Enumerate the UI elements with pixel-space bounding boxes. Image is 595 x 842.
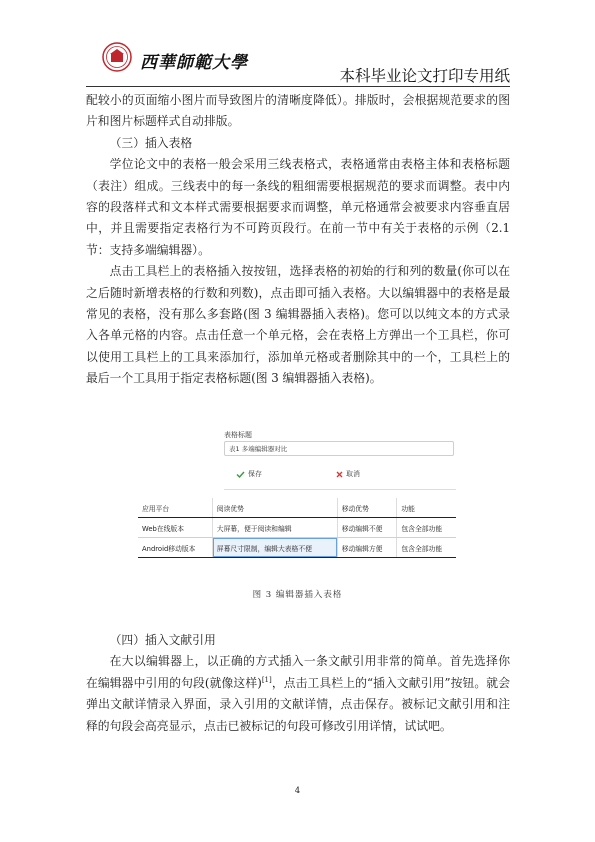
paragraph-table-format: 学位论文中的表格一般会采用三线表格式，表格通常由表格主体和表格标题（表注）组成。三线表中的每一条线的粗细需要根据规范的要求而调整。表中内容的段落样式和文本样式需要根据要求而调整，单元格通常会被要求内容垂直居中，并且需要指定表格行为不可跨页段行。在前一节中有关于表格的示例（2.1 节：支持多端编辑器）。: [86, 157, 510, 257]
table-cell: Android移动版本: [138, 538, 212, 558]
paragraph-citation-part2: ，点击工具栏上的“插入文献引用”按钮。就会弹出文献详情录入界面，录入引用的文献详情，点击保存。被标记文献引用和注释的句段会高亮显示，点击已被标记的句段可修改引用详情，试试吧。: [86, 675, 510, 733]
paragraph-continued: 配较小的页面缩小图片而导致图片的清晰度降低）。排版时，会根据规范要求的图片和图片标题样式自动排版。: [86, 93, 510, 129]
header-divider: [86, 86, 510, 87]
table-cell: 移动编辑不便: [337, 518, 397, 538]
table-caption-input: [224, 441, 454, 456]
table-cell: Web在线版本: [138, 518, 212, 538]
paragraph-citation: [86, 651, 510, 737]
comparison-table: [138, 498, 456, 558]
table-row: [138, 518, 456, 538]
table-cell: 包含全部功能: [397, 538, 456, 558]
section-heading-insert-table: （三）插入表格: [109, 135, 193, 150]
cancel-button-label: 取消: [346, 470, 360, 478]
save-button-label: 保存: [248, 470, 262, 478]
university-name: 西華師範大學: [140, 53, 248, 73]
citation-marker: [1]: [261, 675, 272, 684]
cancel-button: [336, 469, 360, 479]
table-header-cell: 移动优势: [337, 498, 397, 518]
paragraph-citation-part1: 在大以编辑器上，以正确的方式插入一条文献引用非常的简单。首先选择你在编辑器中引用的句段(就像这样): [86, 654, 510, 690]
paper-title: 本科毕业论文打印专用纸: [339, 67, 510, 85]
table-header-row: [138, 498, 456, 518]
table-cell: 移动编辑方便: [337, 538, 397, 558]
table-cell: 包含全部功能: [397, 518, 456, 538]
page-number: 4: [294, 786, 301, 796]
table-caption-form: [224, 430, 456, 493]
table-cell: 大屏幕，便于阅读和编辑: [212, 518, 337, 538]
section-heading-insert-citation: （四）插入文献引用: [109, 633, 216, 647]
table-caption-label: 表格标题: [224, 431, 252, 439]
body-section-bottom: [86, 630, 510, 737]
check-icon: [236, 471, 245, 478]
table-header-cell: 阅读优势: [212, 498, 337, 518]
table-caption-input-value: 表1 多端编辑器对比: [229, 445, 288, 453]
page-header: [98, 36, 510, 86]
paragraph-table-insert: 点击工具栏上的表格插入按按钮，选择表格的初始的行和列的数量(你可以在之后随时新增表格的行数和列数)，点击即可插入表格。大以编辑器中的表格是最常见的表格，没有那么多套路(图 3 编辑器插入表格)。您可以以纯文本的方式录入各单元格的内容。点击任意一个单元格，会在表格上方弹出一个工具栏，你可以使用工具栏上的工具来添加行，添加单元格或者删除其中的一个，工具栏上的最后一个工具用于指定表格标题(图 3 编辑器插入表格)。: [86, 264, 510, 386]
table-header-cell: 功能: [397, 498, 456, 518]
table-row: [138, 538, 456, 558]
table-header-cell: 应用平台: [138, 498, 212, 518]
save-button: [236, 469, 262, 479]
figure-caption: 图 3 编辑器插入表格: [252, 590, 343, 600]
form-divider: [224, 489, 456, 490]
table-cell-selected: 屏幕尺寸限制，编辑大表格不便: [212, 538, 337, 558]
figure-editor-insert-table: [138, 430, 456, 563]
close-icon: [336, 471, 343, 478]
university-seal-icon: [102, 42, 132, 72]
